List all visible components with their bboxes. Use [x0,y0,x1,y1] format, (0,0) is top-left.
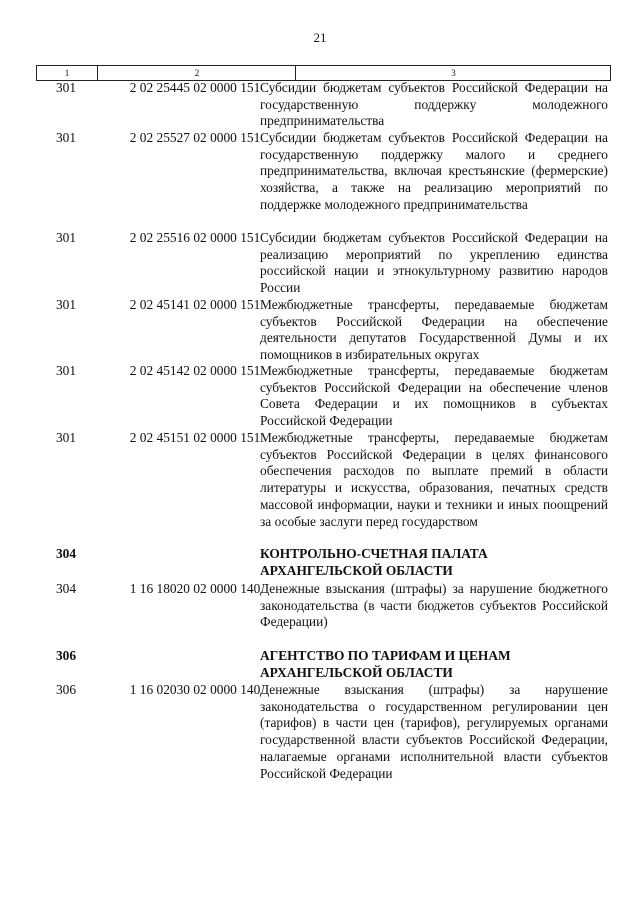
section-header-row [36,648,611,682]
table-body [36,80,611,802]
revenue-code: 2 02 45141 02 0000 151 [129,297,261,312]
revenue-code: 2 02 45151 02 0000 151 [129,430,261,445]
table-row [36,581,611,648]
revenue-description: Межбюджетные трансферты, передаваемые бюджетам субъектов Российской Федерации в целях финансового обеспечения расходов по выплате премий в области литературы и искусства, образования, печатных средств массовой информации, науки и техники и иных поощрений за особые заслуги перед государством [260,430,608,529]
admin-code: 301 [55,297,77,312]
revenue-code: 2 02 25445 02 0000 151 [129,80,261,95]
table-row [36,130,611,230]
table-row [36,363,611,430]
table-row [36,80,611,130]
admin-code: 306 [55,648,77,663]
table-row [36,430,611,546]
column-header-3: 3 [295,66,611,80]
table-row [36,682,611,802]
admin-code: 301 [55,230,77,245]
admin-code: 301 [55,430,77,445]
revenue-description: Денежные взыскания (штрафы) за нарушение законодательства о государственном регулировании цен (тарифов) в части цен (тарифов), регулируемых органами государственной власти субъектов Российской Федерации, налагаемые органами исполнительной власти субъектов Российской Федерации [260,682,608,781]
page-number: 21 [313,30,327,45]
revenue-code: 2 02 45142 02 0000 151 [129,363,261,378]
admin-code: 301 [55,130,77,145]
admin-code: 301 [55,80,77,95]
admin-code: 306 [55,682,77,697]
table-row [36,230,611,297]
administrator-name: КОНТРОЛЬНО-СЧЕТНАЯ ПАЛАТА АРХАНГЕЛЬСКОЙ ОБЛАСТИ [260,546,488,578]
column-header-2: 2 [97,66,296,80]
admin-code: 304 [55,581,77,596]
revenue-description: Межбюджетные трансферты, передаваемые бюджетам субъектов Российской Федерации на обеспечение членов Совета Федерации и их помощников в субъектах Российской Федерации [260,363,608,429]
revenue-description: Субсидии бюджетам субъектов Российской Федерации на реализацию мероприятий по укреплению единства российской нации и этнокультурному развитию народов России [260,230,608,296]
table-header [36,65,611,81]
revenue-description: Субсидии бюджетам субъектов Российской Федерации на государственную поддержку молодежного предпринимательства [260,80,608,129]
revenue-code: 2 02 25516 02 0000 151 [129,230,261,245]
column-header-1: 1 [64,68,70,78]
admin-code: 301 [55,363,77,378]
revenue-code: 1 16 18020 02 0000 140 [129,581,261,596]
revenue-description: Межбюджетные трансферты, передаваемые бюджетам субъектов Российской Федерации на обеспечение деятельности депутатов Государственной Думы и их помощников в избирательных округах [260,297,608,363]
revenue-description: Субсидии бюджетам субъектов Российской Федерации на государственную поддержку малого и среднего предпринимательства, включая крестьянские (фермерские) хозяйства, а также на реализацию мероприятий по поддержке молодежного предпринимательства [260,130,608,212]
table-row [36,297,611,363]
administrator-name: АГЕНТСТВО ПО ТАРИФАМ И ЦЕНАМ АРХАНГЕЛЬСКОЙ ОБЛАСТИ [260,648,511,680]
revenue-code: 1 16 02030 02 0000 140 [129,682,261,697]
revenue-description: Денежные взыскания (штрафы) за нарушение бюджетного законодательства (в части бюджетов субъектов Российской Федерации) [260,581,608,630]
section-header-row [36,546,611,581]
revenue-code: 2 02 25527 02 0000 151 [129,130,261,145]
admin-code: 304 [55,546,77,561]
